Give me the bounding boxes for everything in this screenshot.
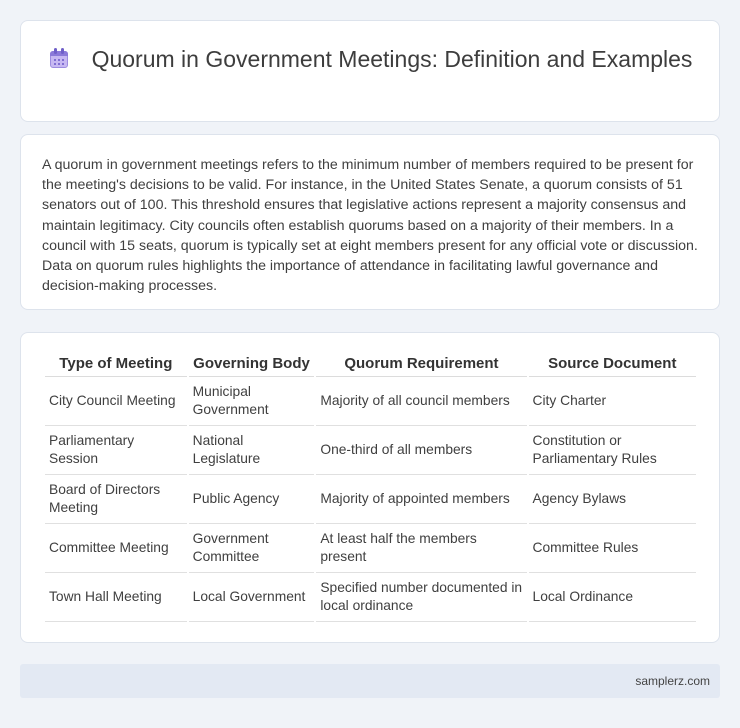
table-cell: City Charter xyxy=(529,377,696,426)
table-cell: Public Agency xyxy=(189,475,315,524)
table-cell: Local Ordinance xyxy=(529,573,696,622)
footer-site-link[interactable]: samplerz.com xyxy=(635,674,710,688)
table-cell: Board of Directors Meeting xyxy=(45,475,187,524)
table-cell: Municipal Government xyxy=(189,377,315,426)
table-header-row xyxy=(45,353,696,377)
table-cell: Local Government xyxy=(189,573,315,622)
page-title xyxy=(21,44,719,74)
column-header: Governing Body xyxy=(189,353,315,377)
footer xyxy=(20,664,720,698)
table-row xyxy=(45,573,696,622)
page-title-text: Quorum in Government Meetings: Definition and Examples xyxy=(91,46,693,72)
table-cell: Town Hall Meeting xyxy=(45,573,187,622)
table-row xyxy=(45,377,696,426)
calendar-icon xyxy=(48,48,70,70)
column-header: Type of Meeting xyxy=(45,353,187,377)
column-header: Quorum Requirement xyxy=(316,353,526,377)
table-cell: Committee Rules xyxy=(529,524,696,573)
table-cell: At least half the members present xyxy=(316,524,526,573)
table-cell: Agency Bylaws xyxy=(529,475,696,524)
table-card xyxy=(20,332,720,643)
table-cell: Majority of appointed members xyxy=(316,475,526,524)
table-cell: National Legislature xyxy=(189,426,315,475)
table-cell: Constitution or Parliamentary Rules xyxy=(529,426,696,475)
title-card xyxy=(20,20,720,122)
description-text: A quorum in government meetings refers to the minimum number of members required to be present for the meeting's decisions to be valid. For instance, in the United States Senate, a quorum consists of 51 senators out of 100. This threshold ensures that legislative actions represent a majority consensus and maintain legitimacy. City councils often establish quorums based on a majority of their members. In a council with 15 seats, quorum is typically set at eight members present for any official vote or discussion. Data on quorum rules highlights the importance of attendance in facilitating lawful governance and decision-making processes. xyxy=(42,157,698,295)
table-cell: City Council Meeting xyxy=(45,377,187,426)
table-cell: Parliamentary Session xyxy=(45,426,187,475)
description-card xyxy=(20,134,720,310)
table-cell: Committee Meeting xyxy=(45,524,187,573)
quorum-table xyxy=(43,353,698,622)
table-cell: One-third of all members xyxy=(316,426,526,475)
table-row xyxy=(45,524,696,573)
column-header: Source Document xyxy=(529,353,696,377)
table-row xyxy=(45,475,696,524)
table-cell: Specified number documented in local ordinance xyxy=(316,573,526,622)
table-cell: Majority of all council members xyxy=(316,377,526,426)
table-cell: Government Committee xyxy=(189,524,315,573)
table-row xyxy=(45,426,696,475)
